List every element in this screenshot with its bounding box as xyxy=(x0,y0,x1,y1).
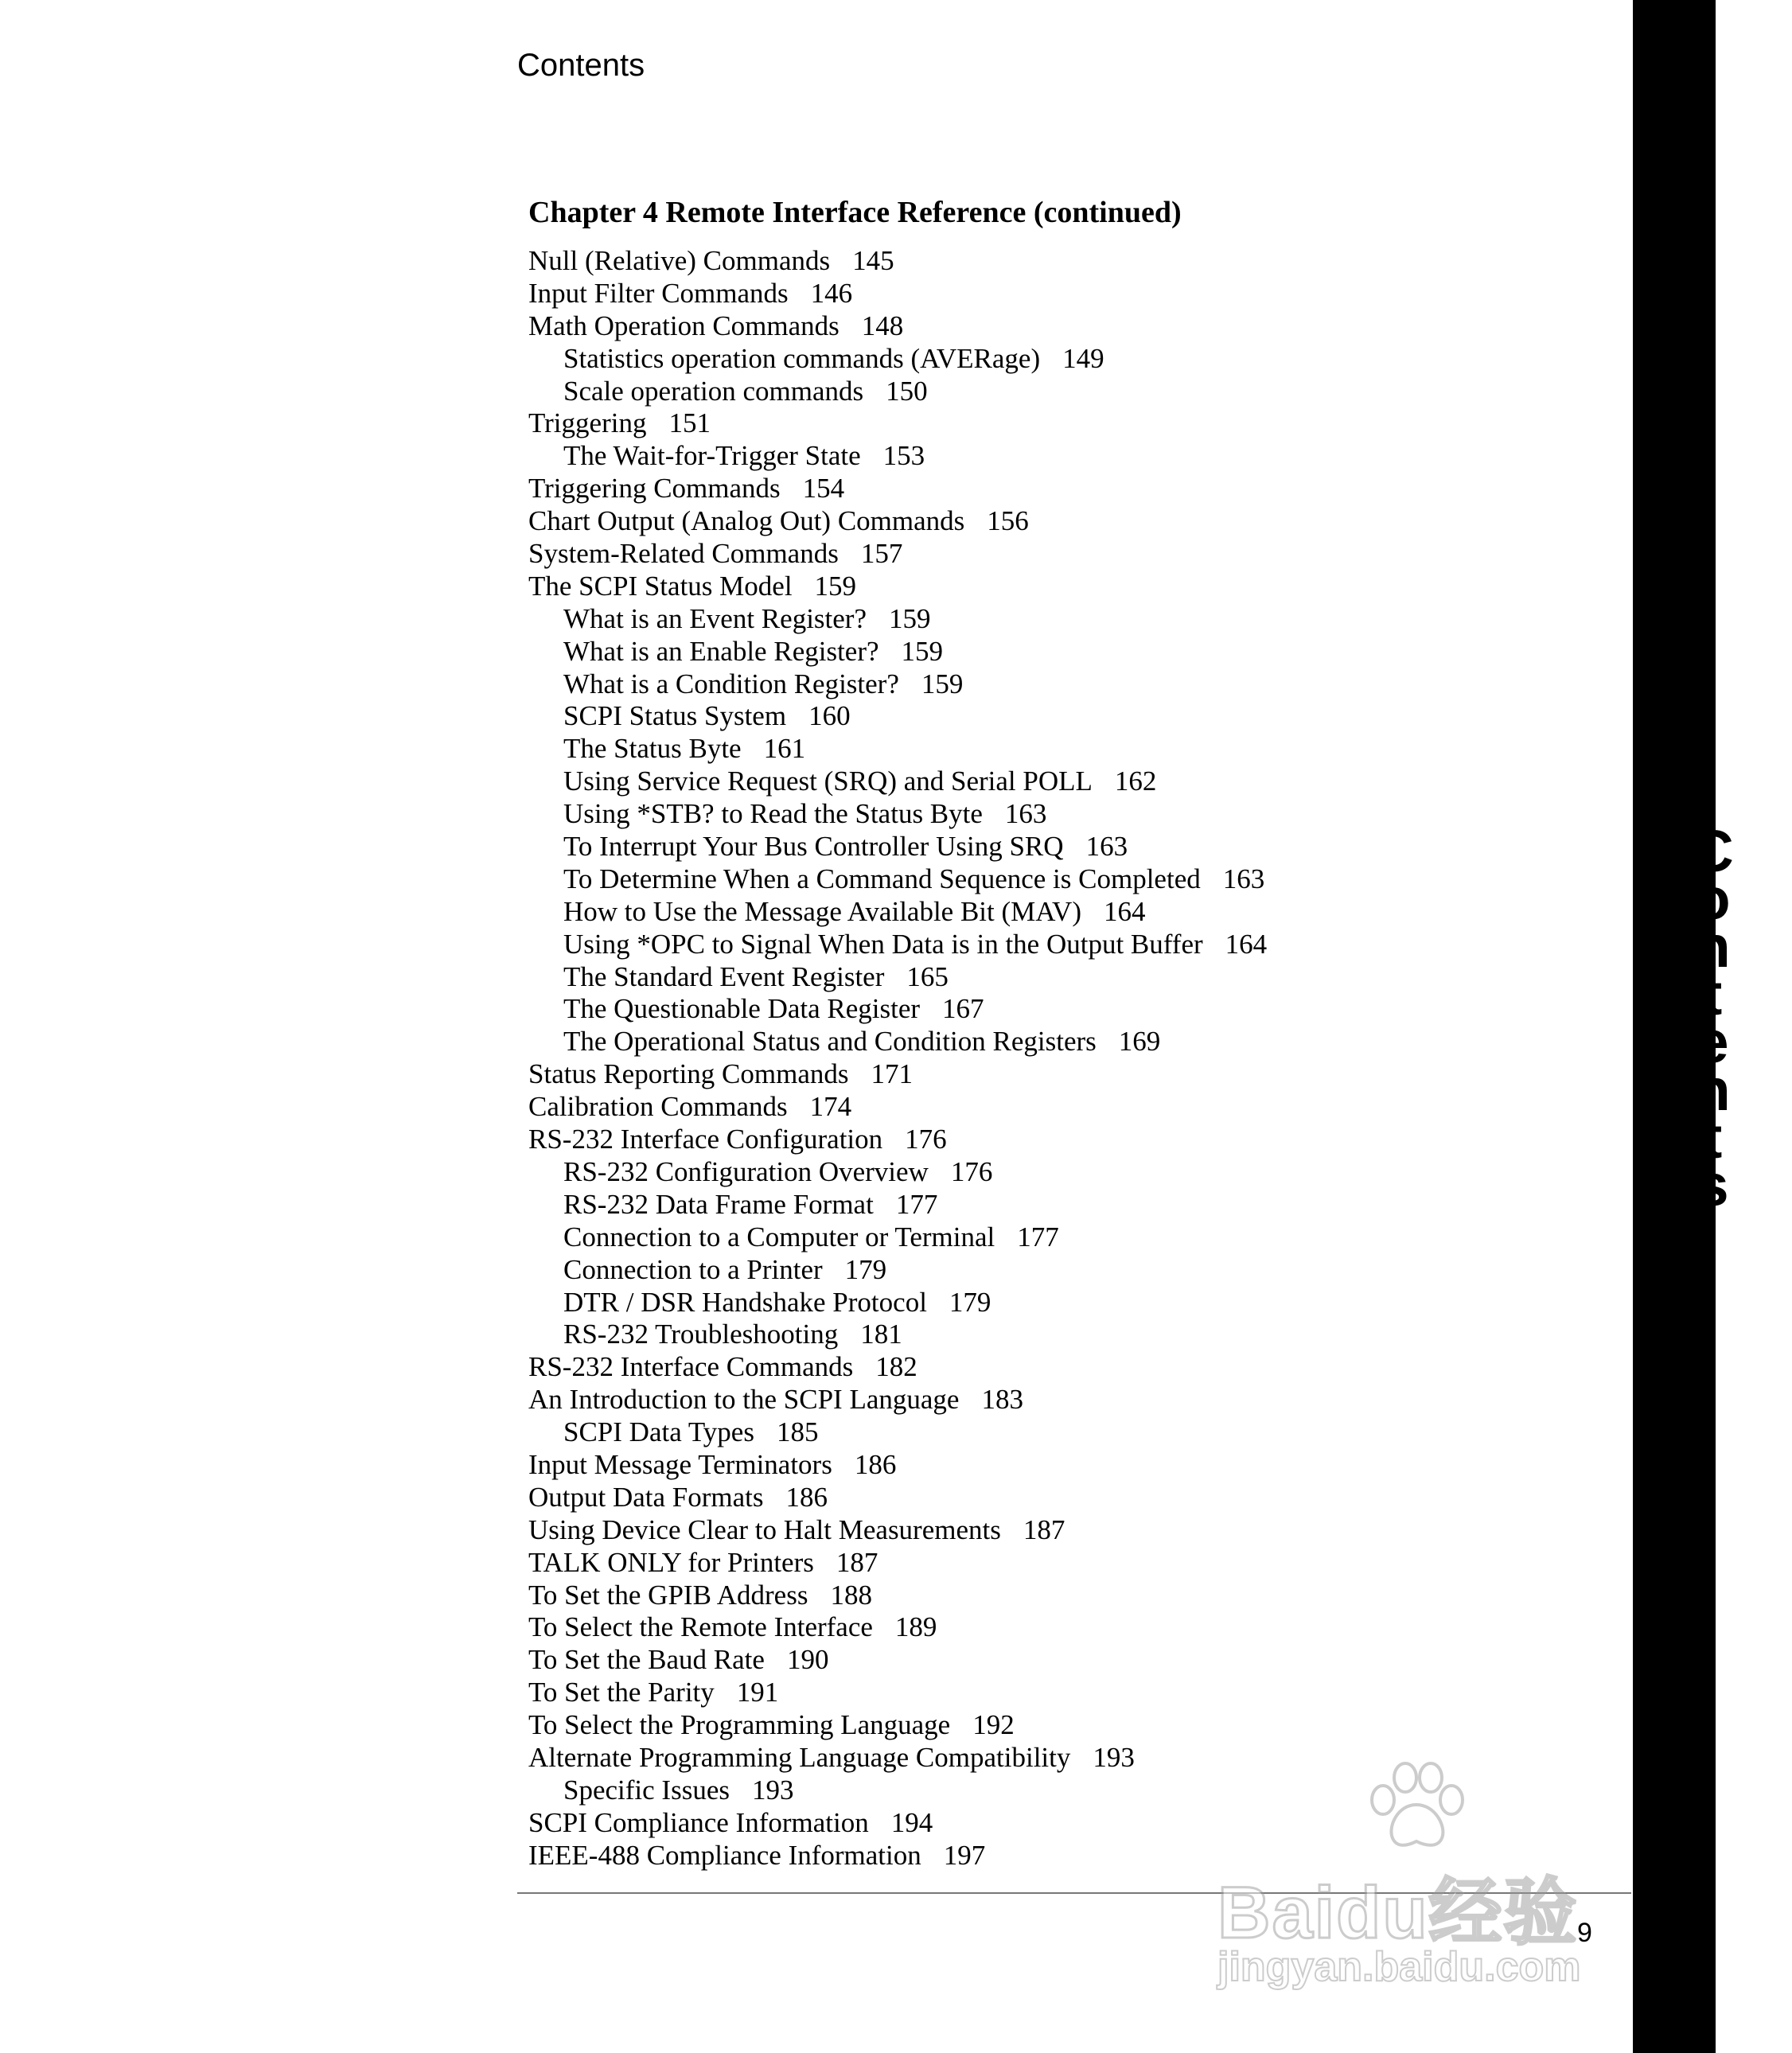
toc-entry-page: 189 xyxy=(894,1611,937,1643)
toc-entry xyxy=(528,1644,1420,1677)
toc-entry xyxy=(528,668,1420,701)
toc-entry xyxy=(528,863,1420,896)
toc-entry xyxy=(528,343,1420,376)
toc-entry xyxy=(528,538,1420,571)
toc-entry-title: RS-232 Data Frame Format xyxy=(563,1188,874,1220)
toc-entry xyxy=(528,1351,1420,1384)
toc-entry-page: 187 xyxy=(1023,1513,1065,1545)
chapter-heading: Chapter 4 Remote Interface Reference (continued) xyxy=(528,196,1182,229)
toc-entry-page: 188 xyxy=(830,1579,872,1611)
toc-entry-page: 191 xyxy=(736,1677,779,1708)
toc-entry-title: Triggering Commands xyxy=(528,473,781,504)
toc-entry xyxy=(528,1580,1420,1612)
toc-entry-title: The Operational Status and Condition Registers xyxy=(563,1026,1097,1058)
toc-entry-page: 164 xyxy=(1225,928,1268,960)
toc-entry-page: 187 xyxy=(836,1546,878,1578)
running-header: Contents xyxy=(517,48,645,83)
toc-entry xyxy=(528,1416,1420,1449)
toc-entry-page: 176 xyxy=(950,1155,993,1187)
toc-entry xyxy=(528,961,1420,994)
toc-entry-page: 163 xyxy=(1222,863,1265,894)
toc-entry-title: The Standard Event Register xyxy=(563,960,885,992)
toc-entry xyxy=(528,1709,1420,1742)
toc-entry xyxy=(528,1026,1420,1058)
page-number: 9 xyxy=(1577,1918,1592,1948)
toc-entry-title: Statistics operation commands (AVERage) xyxy=(563,342,1041,374)
toc-entry-title: What is an Enable Register? xyxy=(563,635,879,667)
toc-entry-page: 186 xyxy=(854,1448,897,1480)
toc-entry xyxy=(528,1384,1420,1416)
toc-entry xyxy=(528,1156,1420,1189)
watermark-url: jingyan.baidu.com xyxy=(1217,1944,1581,1990)
baidu-watermark xyxy=(1217,1759,1615,1997)
toc-entry-page: 160 xyxy=(808,700,851,732)
toc-entry xyxy=(528,407,1420,440)
toc-entry-title: The Status Byte xyxy=(563,733,742,765)
toc-entry-title: Specific Issues xyxy=(563,1774,730,1806)
toc-entry xyxy=(528,929,1420,961)
toc-entry-page: 185 xyxy=(776,1416,819,1448)
toc-entry-title: The Questionable Data Register xyxy=(563,993,921,1025)
toc-entry xyxy=(528,765,1420,798)
toc-entry-page: 159 xyxy=(921,668,964,699)
toc-entry xyxy=(528,1091,1420,1124)
toc-entry xyxy=(528,1611,1420,1644)
toc-entry-page: 163 xyxy=(1004,798,1047,830)
toc-entry-page: 174 xyxy=(809,1091,852,1123)
toc-list xyxy=(528,245,1420,1872)
toc-entry-title: RS-232 Configuration Overview xyxy=(563,1155,929,1187)
toc-entry-page: 193 xyxy=(1093,1741,1135,1773)
toc-entry-title: To Set the Baud Rate xyxy=(528,1644,765,1676)
toc-entry-page: 162 xyxy=(1114,765,1157,797)
toc-entry xyxy=(528,831,1420,863)
toc-entry-title: The SCPI Status Model xyxy=(528,570,793,602)
toc-entry-page: 154 xyxy=(802,473,845,504)
toc-entry-title: To Select the Programming Language xyxy=(528,1709,951,1741)
toc-entry-page: 197 xyxy=(943,1839,986,1871)
toc-entry-title: Alternate Programming Language Compatibility xyxy=(528,1741,1071,1773)
toc-entry-page: 192 xyxy=(972,1709,1015,1741)
toc-entry-page: 159 xyxy=(901,635,944,667)
toc-entry-page: 145 xyxy=(852,245,894,276)
side-tab-label: C o n t e n t s xyxy=(1691,818,1734,1218)
toc-entry xyxy=(528,636,1420,668)
toc-entry xyxy=(528,603,1420,636)
toc-entry xyxy=(528,1254,1420,1287)
toc-entry-page: 169 xyxy=(1118,1026,1161,1058)
toc-entry xyxy=(528,245,1420,278)
toc-entry-page: 171 xyxy=(871,1058,913,1090)
toc-entry-title: To Determine When a Command Sequence is Completed xyxy=(563,863,1201,894)
toc-entry-page: 151 xyxy=(668,407,711,439)
toc-entry-title: Using Device Clear to Halt Measurements xyxy=(528,1513,1001,1545)
toc-entry xyxy=(528,1677,1420,1709)
watermark-logo-text: Baidu经验 xyxy=(1217,1872,1579,1954)
toc-entry-page: 164 xyxy=(1103,895,1146,927)
toc-entry xyxy=(528,993,1420,1026)
toc-entry-page: 148 xyxy=(861,310,904,341)
toc-entry-title: Scale operation commands xyxy=(563,375,864,407)
toc-entry-title: To Interrupt Your Bus Controller Using SRQ xyxy=(563,831,1064,863)
toc-entry-page: 183 xyxy=(981,1384,1023,1416)
toc-entry-title: Using *STB? to Read the Status Byte xyxy=(563,798,983,830)
toc-entry xyxy=(528,798,1420,831)
paw-logo-icon xyxy=(1361,1759,1472,1854)
toc-entry xyxy=(528,376,1420,408)
toc-entry-title: Using *OPC to Signal When Data is in the Output Buffer xyxy=(563,928,1203,960)
toc-entry-page: 193 xyxy=(751,1774,794,1806)
toc-entry-title: What is an Event Register? xyxy=(563,602,867,634)
toc-entry xyxy=(528,473,1420,505)
toc-entry-page: 167 xyxy=(942,993,984,1025)
toc-entry xyxy=(528,1449,1420,1482)
toc-entry-title: Math Operation Commands xyxy=(528,310,840,341)
toc-entry-page: 156 xyxy=(987,505,1029,537)
toc-entry xyxy=(528,278,1420,310)
toc-entry-title: RS-232 Troubleshooting xyxy=(563,1319,839,1350)
toc-entry-page: 161 xyxy=(763,733,806,765)
toc-entry xyxy=(528,1287,1420,1319)
toc-entry-page: 181 xyxy=(860,1319,902,1350)
toc-entry xyxy=(528,1514,1420,1547)
toc-entry xyxy=(528,1189,1420,1221)
toc-entry-title: RS-232 Interface Configuration xyxy=(528,1124,883,1155)
toc-entry-page: 179 xyxy=(844,1253,887,1285)
toc-entry-title: IEEE-488 Compliance Information xyxy=(528,1839,921,1871)
toc-entry xyxy=(528,1221,1420,1254)
toc-entry-title: Input Message Terminators xyxy=(528,1448,832,1480)
toc-entry-title: Connection to a Printer xyxy=(563,1253,823,1285)
toc-entry-title: How to Use the Message Available Bit (MAV) xyxy=(563,895,1081,927)
toc-entry-title: To Set the Parity xyxy=(528,1677,715,1708)
toc-entry xyxy=(528,1319,1420,1351)
toc-entry-title: Output Data Formats xyxy=(528,1481,764,1513)
toc-entry-page: 163 xyxy=(1085,831,1128,863)
toc-entry-title: Connection to a Computer or Terminal xyxy=(563,1221,995,1252)
toc-entry-title: TALK ONLY for Printers xyxy=(528,1546,814,1578)
toc-entry-title: Input Filter Commands xyxy=(528,277,789,309)
toc-entry-page: 159 xyxy=(814,570,857,602)
toc-entry-title: Status Reporting Commands xyxy=(528,1058,849,1090)
toc-entry-title: Using Service Request (SRQ) and Serial POLL xyxy=(563,765,1093,797)
toc-entry-title: Triggering xyxy=(528,407,647,439)
toc-entry-title: The Wait-for-Trigger State xyxy=(563,440,861,472)
toc-entry xyxy=(528,733,1420,765)
toc-entry xyxy=(528,571,1420,603)
toc-entry xyxy=(528,1547,1420,1580)
toc-entry-page: 179 xyxy=(949,1286,991,1318)
toc-entry-page: 159 xyxy=(888,602,931,634)
toc-entry-title: To Set the GPIB Address xyxy=(528,1579,808,1611)
toc-entry xyxy=(528,700,1420,733)
toc-entry-page: 182 xyxy=(875,1351,917,1383)
toc-entry-page: 177 xyxy=(895,1188,938,1220)
toc-entry-title: System-Related Commands xyxy=(528,538,839,570)
toc-entry-page: 176 xyxy=(905,1124,947,1155)
toc-entry xyxy=(528,1124,1420,1156)
toc-entry-page: 150 xyxy=(886,375,928,407)
toc-entry xyxy=(528,505,1420,538)
toc-entry xyxy=(528,1058,1420,1091)
toc-entry-page: 190 xyxy=(786,1644,829,1676)
toc-entry-title: Calibration Commands xyxy=(528,1091,788,1123)
toc-entry-title: An Introduction to the SCPI Language xyxy=(528,1384,960,1416)
toc-entry-title: Null (Relative) Commands xyxy=(528,245,831,276)
toc-entry-page: 165 xyxy=(906,960,949,992)
toc-entry-title: To Select the Remote Interface xyxy=(528,1611,873,1643)
toc-entry xyxy=(528,896,1420,929)
toc-entry-page: 194 xyxy=(890,1806,933,1838)
toc-entry-page: 177 xyxy=(1017,1221,1059,1252)
toc-entry-page: 149 xyxy=(1062,342,1104,374)
toc-entry-title: What is a Condition Register? xyxy=(563,668,899,699)
toc-entry-title: SCPI Status System xyxy=(563,700,787,732)
toc-entry-page: 186 xyxy=(785,1481,828,1513)
toc-entry xyxy=(528,1482,1420,1514)
toc-entry-title: RS-232 Interface Commands xyxy=(528,1351,854,1383)
toc-entry xyxy=(528,310,1420,343)
toc-entry-title: SCPI Compliance Information xyxy=(528,1806,869,1838)
toc-entry-page: 146 xyxy=(810,277,853,309)
toc-entry-page: 157 xyxy=(860,538,903,570)
toc-entry-title: DTR / DSR Handshake Protocol xyxy=(563,1286,927,1318)
toc-entry-page: 153 xyxy=(882,440,925,472)
toc-entry xyxy=(528,440,1420,473)
toc-entry-title: SCPI Data Types xyxy=(563,1416,754,1448)
toc-entry-title: Chart Output (Analog Out) Commands xyxy=(528,505,965,537)
